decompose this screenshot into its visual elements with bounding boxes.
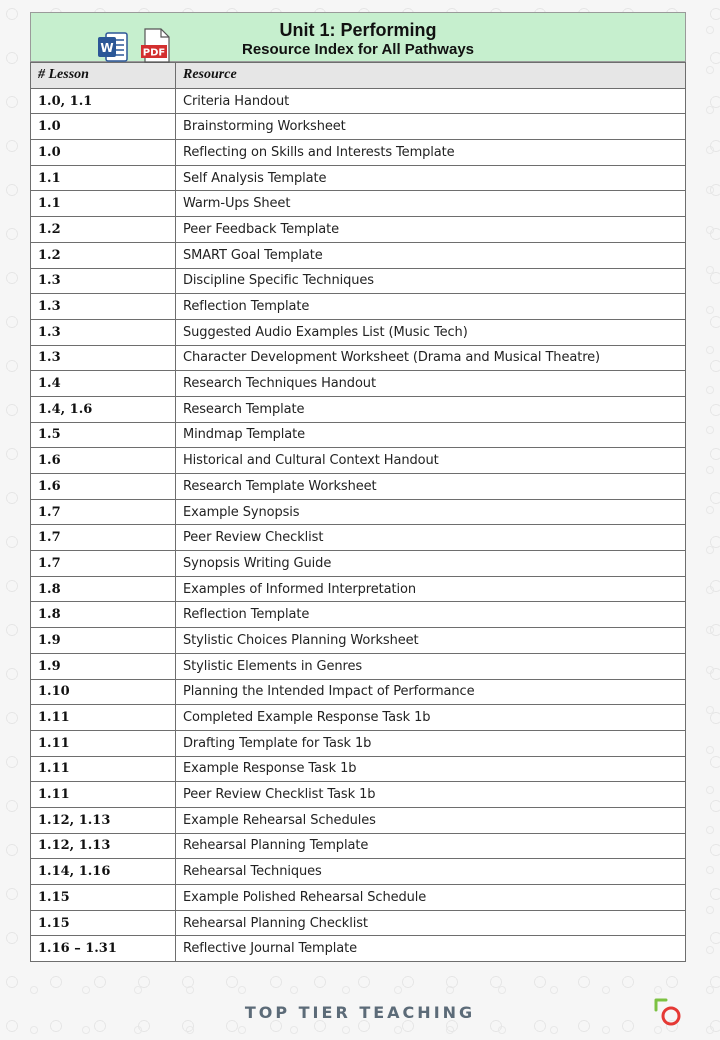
resource-cell[interactable]: Suggested Audio Examples List (Music Tech) [176,319,686,345]
lesson-cell: 1.8 [31,602,176,628]
resource-cell[interactable]: Rehearsal Planning Checklist [176,910,686,936]
resource-cell[interactable]: Research Techniques Handout [176,371,686,397]
lesson-cell: 1.0, 1.1 [31,88,176,114]
resource-index-sheet [30,12,686,962]
resource-cell[interactable]: Research Template [176,396,686,422]
table-row [31,371,686,397]
table-row [31,140,686,166]
lesson-cell: 1.0 [31,114,176,140]
table-row [31,525,686,551]
table-row [31,474,686,500]
table-row [31,448,686,474]
resource-table [30,62,686,962]
column-header-resource: Resource [176,63,686,89]
lesson-cell: 1.7 [31,551,176,577]
resource-cell[interactable]: Character Development Worksheet (Drama and Musical Theatre) [176,345,686,371]
resource-cell[interactable]: Reflective Journal Template [176,936,686,962]
table-row [31,756,686,782]
lesson-cell: 1.0 [31,140,176,166]
lesson-cell: 1.3 [31,294,176,320]
resource-cell[interactable]: Rehearsal Planning Template [176,833,686,859]
table-row [31,859,686,885]
resource-cell[interactable]: Criteria Handout [176,88,686,114]
resource-cell[interactable]: Peer Feedback Template [176,217,686,243]
table-row [31,268,686,294]
table-row [31,114,686,140]
table-row [31,705,686,731]
lesson-cell: 1.3 [31,345,176,371]
table-row [31,88,686,114]
resource-cell[interactable]: Discipline Specific Techniques [176,268,686,294]
table-row [31,885,686,911]
table-header-row [31,63,686,89]
lesson-cell: 1.1 [31,191,176,217]
table-row [31,936,686,962]
table-row [31,499,686,525]
lesson-cell: 1.15 [31,885,176,911]
pdf-icon-label: PDF [142,47,166,59]
top-tier-teaching-logo-icon [652,996,686,1030]
table-row [31,345,686,371]
lesson-cell: 1.5 [31,422,176,448]
lesson-cell: 1.12, 1.13 [31,807,176,833]
table-row [31,833,686,859]
table-row [31,679,686,705]
resource-cell[interactable]: Example Polished Rehearsal Schedule [176,885,686,911]
table-row [31,191,686,217]
lesson-cell: 1.11 [31,705,176,731]
resource-cell[interactable]: Reflecting on Skills and Interests Template [176,140,686,166]
lesson-cell: 1.4 [31,371,176,397]
table-row [31,294,686,320]
lesson-cell: 1.2 [31,242,176,268]
lesson-cell: 1.1 [31,165,176,191]
lesson-cell: 1.7 [31,499,176,525]
resource-cell[interactable]: Completed Example Response Task 1b [176,705,686,731]
resource-cell[interactable]: Reflection Template [176,602,686,628]
lesson-cell: 1.12, 1.13 [31,833,176,859]
table-row [31,628,686,654]
lesson-cell: 1.11 [31,730,176,756]
table-row [31,910,686,936]
page-title: Unit 1: Performing [279,20,437,40]
resource-cell[interactable]: Stylistic Choices Planning Worksheet [176,628,686,654]
lesson-cell: 1.16 – 1.31 [31,936,176,962]
resource-cell[interactable]: Stylistic Elements in Genres [176,653,686,679]
table-row [31,319,686,345]
lesson-cell: 1.10 [31,679,176,705]
index-header [30,12,686,62]
table-row [31,422,686,448]
table-row [31,165,686,191]
resource-cell[interactable]: Self Analysis Template [176,165,686,191]
table-row [31,217,686,243]
resource-cell[interactable]: Example Response Task 1b [176,756,686,782]
resource-cell[interactable]: Historical and Cultural Context Handout [176,448,686,474]
resource-cell[interactable]: Example Synopsis [176,499,686,525]
table-row [31,653,686,679]
lesson-cell: 1.11 [31,756,176,782]
resource-cell[interactable]: Synopsis Writing Guide [176,551,686,577]
table-row [31,576,686,602]
lesson-cell: 1.4, 1.6 [31,396,176,422]
column-header-lesson: # Lesson [31,63,176,89]
resource-cell[interactable]: Planning the Intended Impact of Performance [176,679,686,705]
page-subtitle: Resource Index for All Pathways [241,41,475,58]
lesson-cell: 1.15 [31,910,176,936]
table-row [31,602,686,628]
footer-brand: TOP TIER TEACHING [244,1003,476,1022]
resource-cell[interactable]: Mindmap Template [176,422,686,448]
lesson-cell: 1.6 [31,448,176,474]
resource-cell[interactable]: Peer Review Checklist Task 1b [176,782,686,808]
lesson-cell: 1.8 [31,576,176,602]
lesson-cell: 1.3 [31,268,176,294]
lesson-cell: 1.7 [31,525,176,551]
table-row [31,551,686,577]
resource-cell[interactable]: Reflection Template [176,294,686,320]
lesson-cell: 1.6 [31,474,176,500]
resource-cell[interactable]: Drafting Template for Task 1b [176,730,686,756]
table-body [31,88,686,961]
lesson-cell: 1.9 [31,653,176,679]
resource-cell[interactable]: Research Template Worksheet [176,474,686,500]
resource-cell[interactable]: Example Rehearsal Schedules [176,807,686,833]
lesson-cell: 1.14, 1.16 [31,859,176,885]
resource-cell[interactable]: Warm-Ups Sheet [176,191,686,217]
table-row [31,730,686,756]
lesson-cell: 1.9 [31,628,176,654]
lesson-cell: 1.2 [31,217,176,243]
lesson-cell: 1.11 [31,782,176,808]
resource-cell[interactable]: Peer Review Checklist [176,525,686,551]
table-row [31,782,686,808]
table-row [31,807,686,833]
table-row [31,242,686,268]
lesson-cell: 1.3 [31,319,176,345]
resource-cell[interactable]: Rehearsal Techniques [176,859,686,885]
table-row [31,396,686,422]
resource-cell[interactable]: Brainstorming Worksheet [176,114,686,140]
word-icon-letter: W [100,41,114,55]
resource-cell[interactable]: Examples of Informed Interpretation [176,576,686,602]
resource-cell[interactable]: SMART Goal Template [176,242,686,268]
